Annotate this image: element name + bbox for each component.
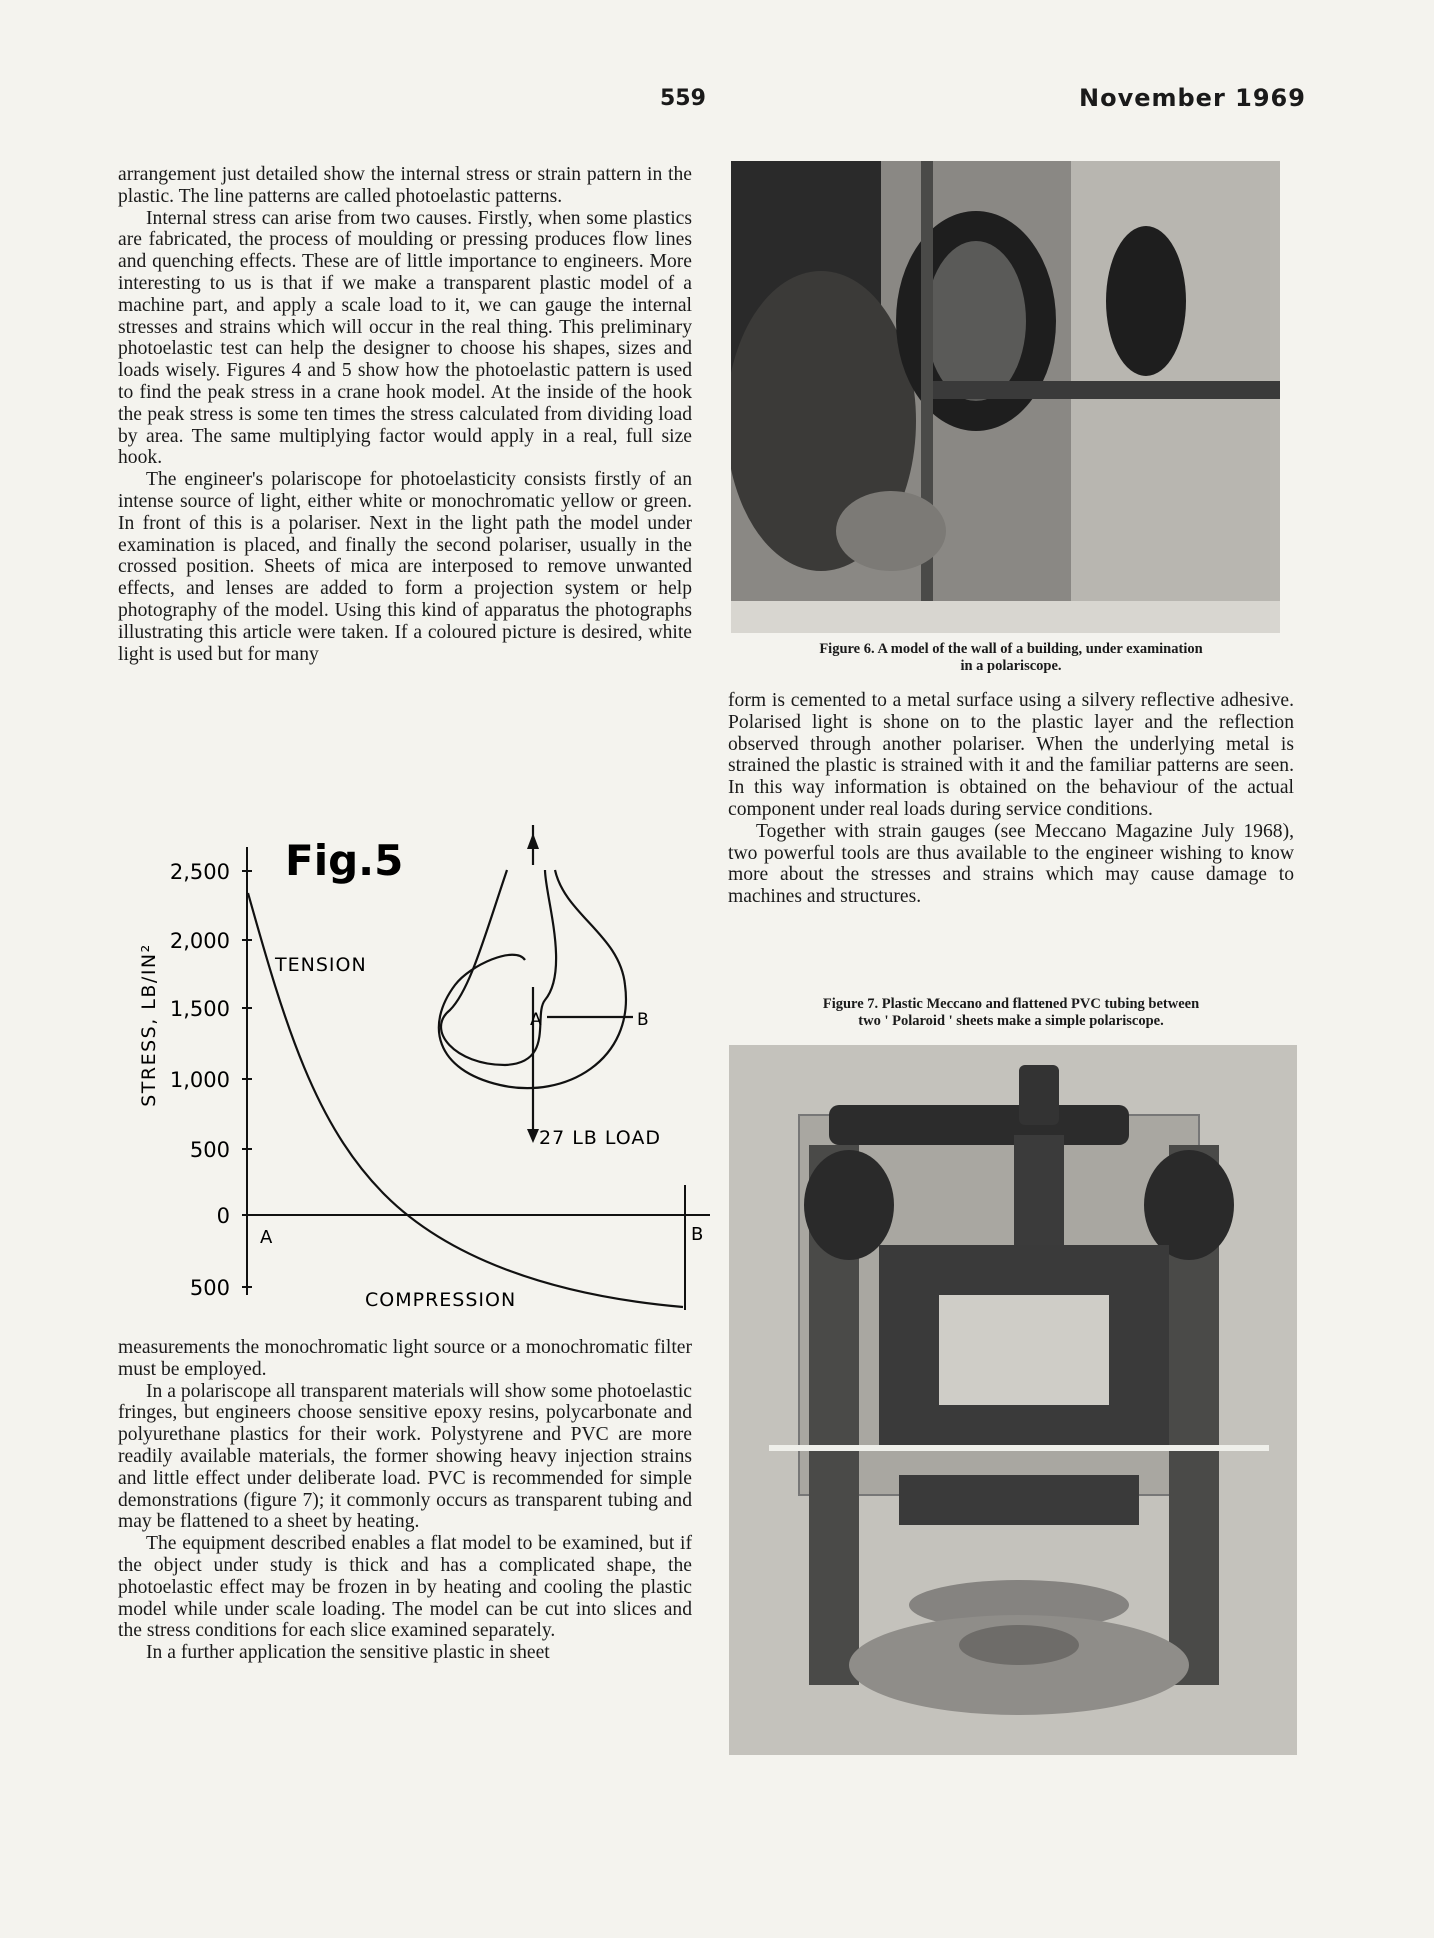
- figure-title: Fig.5: [285, 836, 404, 885]
- tick-label: 2,500: [169, 860, 230, 884]
- figure-7-photo: [729, 1045, 1297, 1755]
- tick-label: 500: [189, 1138, 230, 1162]
- crane-hook-sketch: [439, 825, 633, 1133]
- tick-label: 1,000: [169, 1068, 230, 1092]
- left-column-bottom-text: [118, 1337, 692, 1664]
- caption-line: Figure 7. Plastic Meccano and flattened PVC tubing between: [822, 996, 1200, 1012]
- paragraph: form is cemented to a metal surface using a silvery reflective adhesive. Polarised light is shone on to the plastic layer and the reflection observed through another polariser. When the underlying metal is strained the plastic is strained with it and the familiar patterns are seen. In this way information is obtained on the behaviour of the actual component under real loads during service conditions.: [728, 690, 1294, 820]
- tick-label: 1,500: [169, 997, 230, 1021]
- paragraph: Internal stress can arise from two causes. Firstly, when some plastics are fabricated, the process of moulding or pressing produces flow lines and quenching effects. These are of little importance to engineers. More interesting to us is that if we make a transparent plastic model of a machine part, and apply a scale load to it, we can gauge the internal stresses and strains which will occur in the real thing. This preliminary photoelastic test can help the designer to choose his shapes, sizes and loads wisely. Figures 4 and 5 show how the photoelastic pattern is used to find the peak stress in a crane hook model. At the inside of the hook the peak stress is some ten times the stress calculated from dividing load by area. The same multiplying factor would apply in a real, full size hook.: [118, 207, 692, 469]
- paragraph: In a further application the sensitive plastic in sheet: [146, 1642, 550, 1664]
- figure-5-diagram: [125, 825, 715, 1325]
- issue-date: November 1969: [1079, 84, 1306, 112]
- paragraph: Together with strain gauges (see Meccano Magazine July 1968), two powerful tools are thus available to the engineer wishing to know more about the stresses and strains which may cause damage to machines and structures.: [728, 820, 1294, 908]
- figure-6-photo: [731, 161, 1280, 633]
- paragraph: measurements the monochromatic light source or a monochromatic filter must be employed.: [118, 1337, 692, 1380]
- paragraph: In a polariscope all transparent materials will show some photoelastic fringes, but engineers choose sensitive epoxy resins, polycarbonate and polyurethane plastics for their work. Polystyrene and PVC are more readily available materials, the former showing heavy injection strains and little effect under deliberate load. PVC is recommended for simple demonstrations (figure 7); it commonly occurs as transparent tubing and may be flattened to a sheet by heating.: [118, 1380, 692, 1533]
- caption-line: two ' Polaroid ' sheets make a simple polariscope.: [858, 1013, 1164, 1029]
- figure-7-caption: [728, 996, 1294, 1030]
- paragraph: arrangement just detailed show the internal stress or strain pattern in the plastic. The line patterns are called photoelastic patterns.: [118, 164, 692, 207]
- hook-point-a-label: A: [530, 1010, 542, 1030]
- tick-label: 0: [216, 1204, 230, 1228]
- figure-6-caption: [728, 641, 1294, 675]
- load-label: 27 LB LOAD: [539, 1127, 662, 1149]
- left-column-top-text: [118, 164, 692, 665]
- tick-label: 500: [189, 1276, 230, 1300]
- caption-line: in a polariscope.: [960, 658, 1062, 674]
- y-axis-label: STRESS, LB/IN²: [138, 943, 160, 1107]
- y-ticks: [170, 860, 252, 1300]
- right-column-text: [728, 690, 1294, 908]
- compression-label: COMPRESSION: [365, 1289, 517, 1311]
- point-a-label: A: [260, 1227, 273, 1248]
- paragraph: The engineer's polariscope for photoelasticity consists firstly of an intense source of light, either white or monochromatic yellow or green. In front of this is a polariser. Next in the light path the model under examination is placed, and finally the second polariser, usually in the crossed position. Sheets of mica are interposed to remove unwanted effects, and lenses are added to form a projection system or help photography of the model. Using this kind of apparatus the photographs illustrating this article were taken. If a coloured picture is desired, white light is used but for many: [118, 469, 692, 665]
- hook-point-b-label: B: [637, 1010, 649, 1030]
- point-b-label: B: [691, 1224, 704, 1245]
- caption-line: Figure 6. A model of the wall of a building, under examination: [819, 641, 1203, 657]
- tension-label: TENSION: [275, 954, 367, 976]
- paragraph: The equipment described enables a flat model to be examined, but if the object under study is thick and has a complicated shape, the photoelastic effect may be frozen in by heating and cooling the plastic model while under scale loading. The model can be cut into slices and the stress conditions for each slice examined separately.: [118, 1533, 692, 1642]
- page-number: 559: [660, 86, 706, 111]
- tick-label: 2,000: [169, 929, 230, 953]
